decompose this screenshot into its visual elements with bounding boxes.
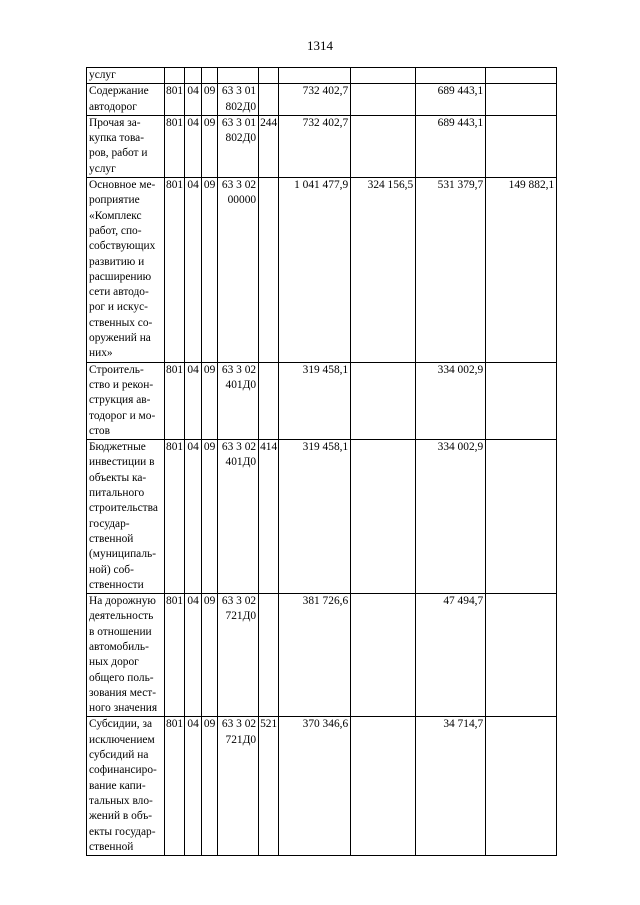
budget-table: [86, 67, 557, 856]
row-name-line: услуг: [89, 69, 116, 81]
subsection-cell: 09: [202, 440, 218, 594]
target-article-line: 63 3 02: [221, 441, 257, 454]
row-name-line: объекты ка-: [89, 471, 147, 484]
amount-cell-1: 319 458,1: [279, 362, 351, 439]
target-article-cell: [218, 84, 259, 116]
row-name-line: Строитель-: [89, 363, 144, 376]
table-row: [87, 440, 557, 594]
amount-cell-3: 334 002,9: [416, 362, 486, 439]
row-name-line: ственной: [89, 532, 134, 545]
row-name-line: (муниципаль-: [89, 548, 157, 561]
table-row: [87, 594, 557, 717]
target-article-line: 00000: [227, 194, 257, 207]
amount-cell-4: [486, 115, 557, 177]
amount-cell-1: 1 041 477,9: [279, 178, 351, 363]
row-name-line: ственной: [89, 840, 134, 853]
target-article-cell: [218, 594, 259, 717]
amount-cell-3: 334 002,9: [416, 440, 486, 594]
amount-cell-2: [351, 594, 416, 717]
row-name-line: субсидий на: [89, 749, 149, 762]
target-article-line: 63 3 02: [221, 179, 257, 192]
row-name-line: инвестиции в: [89, 456, 155, 469]
row-name-line: Содержание: [89, 85, 149, 98]
row-name-line: зования мест-: [89, 686, 157, 699]
amount-cell-4: [486, 362, 557, 439]
row-name-line: строительства: [89, 502, 158, 515]
row-name-line: вание капи-: [89, 779, 146, 792]
target-article-line: 63 3 02: [221, 718, 257, 731]
amount-cell-2: [351, 115, 416, 177]
amount-cell-3: 689 443,1: [416, 115, 486, 177]
expense-type-cell: [259, 594, 279, 717]
row-name-line: работ, спо-: [89, 224, 142, 237]
row-name-line: На дорожную: [89, 595, 156, 608]
amount-cell-2: 324 156,5: [351, 178, 416, 363]
row-name-line: ного значения: [89, 702, 158, 715]
row-name-line: рог и искус-: [89, 301, 148, 314]
amount-cell-3: [416, 68, 486, 84]
row-name-line: тодорог и мо-: [89, 409, 156, 422]
amount-cell-2: [351, 68, 416, 84]
row-name-line: в отношении: [89, 625, 152, 638]
amount-cell-2: [351, 440, 416, 594]
row-name-line: ной) соб-: [89, 563, 134, 576]
prz-cell: 04: [185, 594, 202, 717]
row-name-line: сети автодо-: [89, 286, 149, 299]
row-name-line: услуг: [89, 162, 116, 175]
row-name-line: автомобиль-: [89, 640, 149, 653]
row-name-cell: [87, 717, 165, 856]
target-article-cell: [218, 178, 259, 363]
row-name-cell: [87, 594, 165, 717]
row-name-line: купка това-: [89, 132, 145, 145]
table-row: [87, 68, 557, 84]
target-article-line: 401Д0: [225, 456, 257, 469]
row-name-line: ных дорог: [89, 656, 139, 669]
amount-cell-1: 732 402,7: [279, 84, 351, 116]
target-article-line: 63 3 01: [221, 85, 257, 98]
prz-cell: 04: [185, 362, 202, 439]
target-article-cell: [218, 115, 259, 177]
target-article-line: 802Д0: [225, 132, 257, 145]
table-row: [87, 362, 557, 439]
expense-type-cell: [259, 84, 279, 116]
rz-cell: 801: [165, 717, 185, 856]
table-row: [87, 115, 557, 177]
amount-cell-2: [351, 84, 416, 116]
row-name-line: тальных вло-: [89, 794, 153, 807]
amount-cell-4: [486, 68, 557, 84]
prz-cell: 04: [185, 115, 202, 177]
rz-cell: 801: [165, 594, 185, 717]
amount-cell-1: 319 458,1: [279, 440, 351, 594]
row-name-line: Основное ме-: [89, 179, 156, 192]
rz-cell: [165, 68, 185, 84]
amount-cell-4: [486, 84, 557, 116]
amount-cell-3: 531 379,7: [416, 178, 486, 363]
rz-cell: 801: [165, 440, 185, 594]
row-name-line: Прочая за-: [89, 116, 141, 129]
row-name-line: ство и рекон-: [89, 378, 154, 391]
row-name-line: Субсидии, за: [89, 718, 153, 731]
page-number: 1314: [307, 38, 333, 53]
expense-type-cell: [259, 178, 279, 363]
target-article-line: 63 3 02: [221, 595, 257, 608]
amount-cell-3: 34 714,7: [416, 717, 486, 856]
row-name-line: государ-: [89, 517, 130, 530]
expense-type-cell: 244: [259, 115, 279, 177]
table-row: [87, 717, 557, 856]
target-article-line: 802Д0: [225, 100, 257, 113]
amount-cell-4: [486, 717, 557, 856]
subsection-cell: 09: [202, 717, 218, 856]
amount-cell-4: 149 882,1: [486, 178, 557, 363]
row-name-line: собствующих: [89, 240, 156, 253]
row-name-cell: [87, 84, 165, 116]
rz-cell: 801: [165, 362, 185, 439]
amount-cell-3: 47 494,7: [416, 594, 486, 717]
amount-cell-1: 370 346,6: [279, 717, 351, 856]
row-name-line: оружений на: [89, 332, 151, 345]
expense-type-cell: 414: [259, 440, 279, 594]
amount-cell-4: [486, 594, 557, 717]
row-name-line: роприятие: [89, 194, 140, 207]
row-name-line: струкция ав-: [89, 394, 151, 407]
row-name-line: ров, работ и: [89, 147, 148, 160]
amount-cell-1: [279, 68, 351, 84]
target-article-cell: [218, 362, 259, 439]
amount-cell-3: 689 443,1: [416, 84, 486, 116]
target-article-line: 63 3 01: [221, 116, 257, 129]
expense-type-cell: [259, 68, 279, 84]
amount-cell-2: [351, 717, 416, 856]
table-row: [87, 84, 557, 116]
prz-cell: 04: [185, 178, 202, 363]
prz-cell: 04: [185, 84, 202, 116]
amount-cell-2: [351, 362, 416, 439]
target-article-cell: [218, 68, 259, 84]
subsection-cell: 09: [202, 115, 218, 177]
subsection-cell: 09: [202, 362, 218, 439]
rz-cell: 801: [165, 115, 185, 177]
row-name-line: общего поль-: [89, 671, 154, 684]
row-name-line: расширению: [89, 270, 152, 283]
row-name-line: исключением: [89, 733, 155, 746]
row-name-line: них»: [89, 347, 113, 360]
row-name-cell: [87, 115, 165, 177]
target-article-line: 721Д0: [225, 733, 257, 746]
row-name-cell: [87, 178, 165, 363]
amount-cell-1: 381 726,6: [279, 594, 351, 717]
rz-cell: 801: [165, 84, 185, 116]
row-name-line: питального: [89, 487, 145, 500]
row-name-line: «Комплекс: [89, 209, 142, 222]
subsection-cell: 09: [202, 178, 218, 363]
expense-type-cell: 521: [259, 717, 279, 856]
target-article-line: 63 3 02: [221, 363, 257, 376]
table-body: [87, 68, 557, 856]
subsection-cell: [202, 68, 218, 84]
row-name-cell: [87, 440, 165, 594]
prz-cell: 04: [185, 440, 202, 594]
subsection-cell: 09: [202, 594, 218, 717]
row-name-line: ственных со-: [89, 316, 153, 329]
prz-cell: [185, 68, 202, 84]
rz-cell: 801: [165, 178, 185, 363]
row-name-line: ственности: [89, 578, 144, 591]
target-article-line: 721Д0: [225, 610, 257, 623]
subsection-cell: 09: [202, 84, 218, 116]
target-article-line: 401Д0: [225, 378, 257, 391]
row-name-line: софинансиро-: [89, 764, 157, 777]
row-name-line: развитию и: [89, 255, 145, 268]
amount-cell-4: [486, 440, 557, 594]
row-name-cell: [87, 362, 165, 439]
target-article-cell: [218, 717, 259, 856]
row-name-line: стов: [89, 424, 110, 437]
prz-cell: 04: [185, 717, 202, 856]
row-name-line: жений в объ-: [89, 810, 153, 823]
row-name-line: деятельность: [89, 610, 154, 623]
amount-cell-1: 732 402,7: [279, 115, 351, 177]
row-name-line: автодорог: [89, 100, 137, 113]
expense-type-cell: [259, 362, 279, 439]
row-name-line: екты государ-: [89, 825, 156, 838]
row-name-line: Бюджетные: [89, 441, 146, 454]
target-article-cell: [218, 440, 259, 594]
table-row: [87, 178, 557, 363]
row-name-cell: [87, 68, 165, 84]
